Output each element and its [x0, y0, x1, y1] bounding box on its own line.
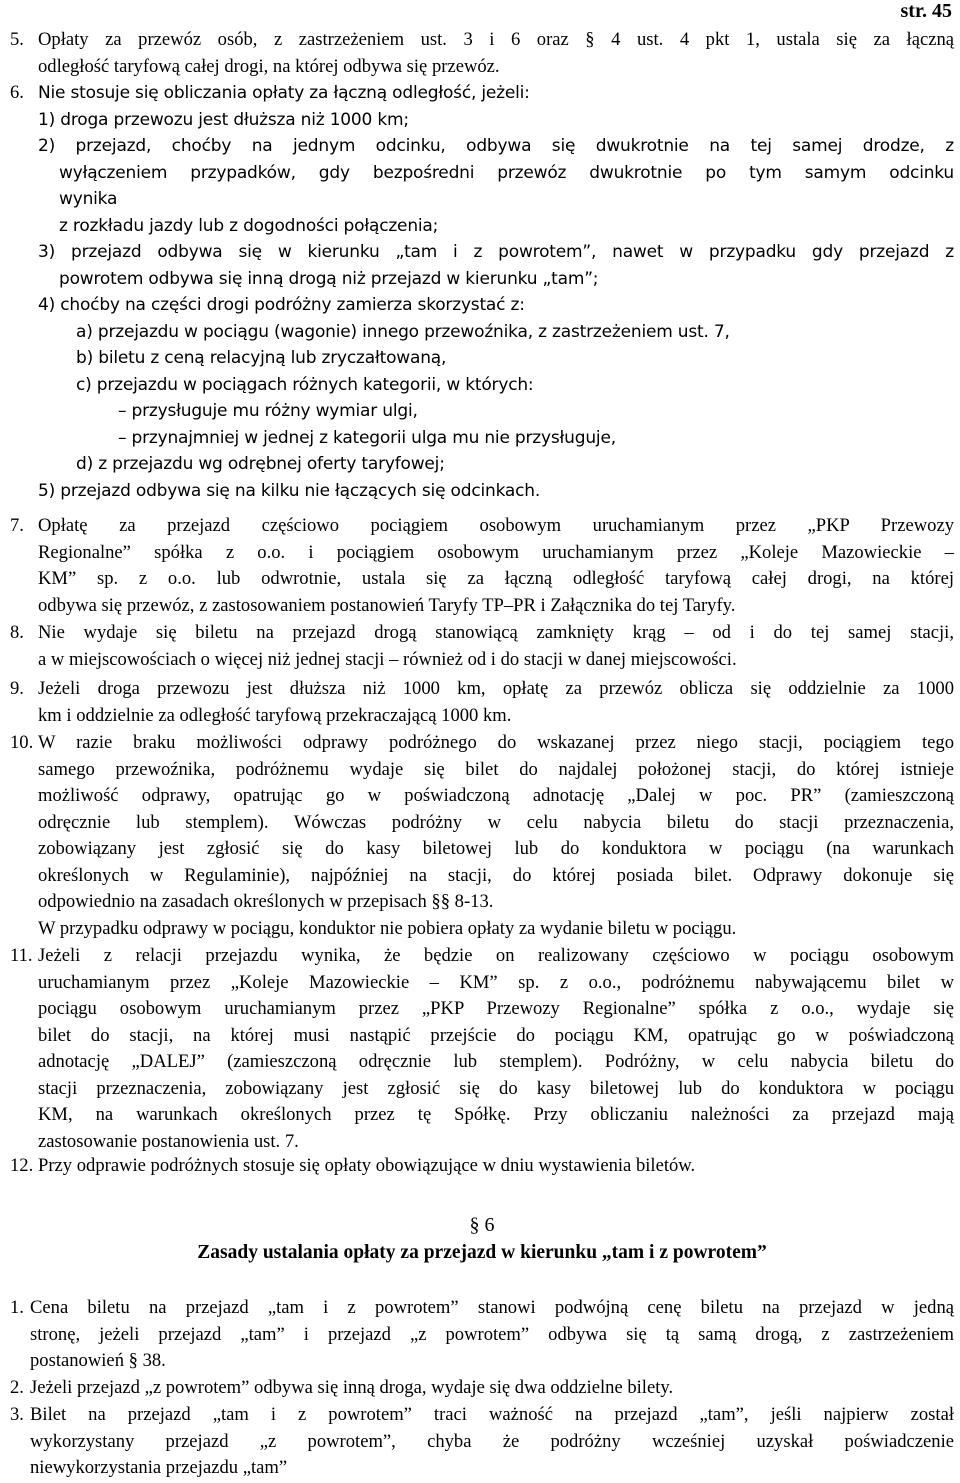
text-line: Cena biletu na przejazd „tam i z powrotem” stanowi podwójną cenę biletu na przejazd w jedną	[30, 1297, 954, 1318]
text-line: wynika	[59, 189, 118, 209]
text-line: stronę, jeżeli przejazd „tam” i przejazd „z powrotem” odbywa się tą samą drogą, z zastrzeżeniem	[30, 1323, 954, 1345]
item-number: 2.	[10, 1377, 24, 1398]
section-title: Zasady ustalania opłaty za przejazd w kierunku „tam i z powrotem”	[197, 1242, 767, 1263]
sub-item-4a: a) przejazdu w pociągu (wagonie) innego przewoźnika, z zastrzeżeniem ust. 7,	[76, 321, 730, 342]
paragraph-7	[10, 513, 954, 619]
paragraph-11	[10, 943, 954, 1155]
item-number: 12.	[10, 1155, 34, 1176]
text-line: W przypadku odprawy w pociągu, konduktor nie pobiera opłaty za wydanie biletu w pociągu.	[38, 917, 737, 939]
sub-item-1: 1) droga przewozu jest dłuższa niż 1000 km;	[38, 109, 409, 130]
paragraph-12	[10, 1153, 954, 1180]
sub-item-5: 5) przejazd odbywa się na kilku nie łączących się odcinkach.	[38, 480, 541, 501]
text-line: Opłaty za przewóz osób, z zastrzeżeniem ust. 3 i 6 oraz § 4 ust. 4 pkt 1, ustala się za łączną	[38, 29, 954, 50]
text-line: Jeżeli z relacji przejazdu wynika, że będzie on realizowany częściowo w pociągu osobowym	[38, 945, 954, 966]
text-line: wykorzystany przejazd „z powrotem”, chyba że podróżny wcześniej uzyskał poświadczenie	[30, 1430, 954, 1452]
text-line: Jeżeli przejazd „z powrotem” odbywa się inną droga, wydaje się dwa oddzielne bilety.	[30, 1377, 674, 1398]
sub-item-4c: c) przejazdu w pociągach różnych kategorii, w których:	[76, 374, 534, 395]
text-line: odległość taryfową całej drogi, na której odbywa się przewóz.	[38, 55, 500, 77]
text-line: Nie stosuje się obliczania opłaty za łączną odległość, jeżeli:	[38, 83, 530, 103]
text-line: Opłatę za przejazd częściowo pociągiem osobowym uruchamianym przez „PKP Przewozy	[38, 515, 954, 536]
text-line: samego przewoźnika, podróżnemu wydaje się bilet do najdalej położonej stacji, do której istnieje	[38, 758, 954, 780]
item-number: 3.	[10, 1404, 24, 1425]
text-line: uruchamianym przez „Koleje Mazowieckie – KM” sp. z o.o., podróżnemu nabywającemu bilet w	[38, 971, 954, 993]
paragraph-5	[10, 27, 954, 80]
text-line: KM” sp. z o.o. lub odwrotnie, ustala się za łączną odległość taryfową całej drogi, na której	[38, 568, 954, 589]
text-line: stacji przeznaczenia, zobowiązany jest zgłosić się do kasy biletowej lub do konduktora w pociągu	[38, 1077, 954, 1099]
paragraph-6	[10, 80, 954, 504]
sub-item-2: 2) przejazd, choćby na jednym odcinku, odbywa się dwukrotnie na tej samej drodze, z	[38, 136, 954, 156]
text-line: bilet do stacji, na której musi nastąpić przejście do pociągu KM, opatrując go w poświadczoną	[38, 1024, 954, 1046]
text-line: Bilet na przejazd „tam i z powrotem” traci ważność na przejazd „tam”, jeśli najpierw został	[30, 1404, 954, 1425]
text-line: odbywa się przewóz, z zastosowaniem postanowień Taryfy TP–PR i Załącznika do tej Taryfy.	[38, 594, 736, 616]
sub-item-4: 4) choćby na części drogi podróżny zamierza skorzystać z:	[38, 295, 525, 315]
text-line: zobowiązany jest zgłosić się do kasy biletowej lub do konduktora w pociągu (na warunkach	[38, 838, 954, 859]
text-line: W razie braku możliwości odprawy podróżnego do wskazanej przez niego stacji, pociągiem tego	[38, 732, 954, 753]
sub-item-4b: b) biletu z ceną relacyjną lub zryczałtowaną,	[76, 348, 447, 368]
text-line: km i oddzielnie za odległość taryfową przekraczającą 1000 km.	[38, 704, 512, 726]
item-number: 5.	[10, 29, 24, 50]
text-line: pociągu osobowym uruchamianym przez „PKP Przewozy Regionalne” spółka z o.o., wydaje się	[38, 998, 954, 1019]
section-item-3	[10, 1402, 954, 1482]
text-line: odpowiednio na zasadach określonych w przepisach §§ 8-13.	[38, 891, 494, 912]
text-line: Jeżeli droga przewozu jest dłuższa niż 1000 km, opłatę za przewóz oblicza się oddzielnie za 1000	[38, 678, 954, 699]
item-number: 11.	[10, 945, 33, 966]
text-line: zastosowanie postanowienia ust. 7.	[38, 1130, 299, 1152]
paragraph-8	[10, 620, 954, 673]
text-line: postanowień § 38.	[30, 1350, 166, 1371]
text-line: możliwość odprawy, opatrując go w poświadczoną adnotację „Dalej w poc. PR” (zamieszczoną	[38, 785, 954, 806]
page-number: str. 45	[900, 0, 952, 22]
item-number: 1.	[10, 1297, 24, 1318]
text-line: Regionalne” spółka z o.o. i pociągiem osobowym uruchamianym przez „Koleje Mazowieckie –	[38, 541, 954, 563]
text-line: a w miejscowościach o więcej niż jednej stacji – również od i do stacji w danej miejscowości.	[38, 648, 737, 670]
text-line: określonych w Regulaminie), najpóźniej na stacji, do której posiada bilet. Odprawy dokonuje się	[38, 864, 954, 886]
section-item-2	[10, 1375, 954, 1402]
text-line: wyłączeniem przypadków, gdy bezpośredni przewóz dwukrotnie po tym samym odcinku	[59, 162, 954, 183]
sub-item-4d: d) z przejazdu wg odrębnej oferty taryfowej;	[76, 454, 445, 474]
paragraph-9	[10, 676, 954, 729]
section-item-1	[10, 1295, 954, 1375]
dash-item: – przysługuje mu różny wymiar ulgi,	[118, 401, 418, 421]
item-number: 6.	[10, 82, 24, 103]
dash-item: – przynajmniej w jednej z kategorii ulga mu nie przysługuje,	[118, 427, 616, 448]
text-line: Przy odprawie podróżnych stosuje się opłaty obowiązujące w dniu wystawienia biletów.	[38, 1155, 696, 1176]
item-number: 10.	[10, 732, 34, 753]
text-line: niewykorzystania przejazdu „tam”	[30, 1457, 288, 1478]
text-line: z rozkładu jazdy lub z dogodności połączenia;	[59, 215, 439, 236]
paragraph-10	[10, 730, 954, 942]
item-number: 7.	[10, 515, 24, 536]
text-line: Nie wydaje się biletu na przejazd drogą stanowiącą zamknięty krąg – od i do tej samej stacji,	[38, 622, 954, 643]
item-number: 8.	[10, 622, 24, 643]
text-line: odręcznie lub stemplem). Wówczas podróżny w celu nabycia biletu do stacji przeznaczenia,	[38, 811, 954, 833]
text-line: powrotem odbywa się inną drogą niż przejazd w kierunku „tam”;	[59, 268, 599, 289]
section-symbol: § 6	[469, 1214, 495, 1236]
item-number: 9.	[10, 678, 24, 699]
text-line: adnotację „DALEJ” (zamieszczoną odręcznie lub stemplem). Podróżny, w celu nabycia biletu do	[38, 1051, 954, 1072]
text-line: KM, na warunkach określonych przez tę Spółkę. Przy obliczaniu należności za przejazd mają	[38, 1104, 954, 1125]
sub-item-3: 3) przejazd odbywa się w kierunku „tam i z powrotem”, nawet w przypadku gdy przejazd z	[38, 242, 954, 262]
